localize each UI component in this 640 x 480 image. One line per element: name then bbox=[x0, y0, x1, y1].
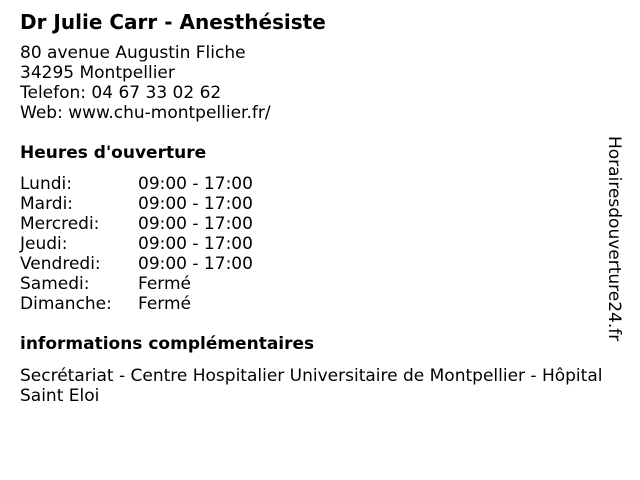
day-label: Jeudi: bbox=[20, 234, 68, 254]
day-hours: 09:00 - 17:00 bbox=[138, 174, 253, 194]
hours-row-saturday bbox=[20, 274, 612, 294]
day-label: Vendredi: bbox=[20, 254, 101, 274]
address-block bbox=[20, 43, 612, 123]
day-label: Dimanche: bbox=[20, 294, 112, 314]
info-heading: informations complémentaires bbox=[20, 334, 315, 354]
hours-table bbox=[20, 174, 612, 314]
listing-card bbox=[20, 8, 612, 406]
day-hours: 09:00 - 17:00 bbox=[138, 194, 253, 214]
street-address: 80 avenue Augustin Fliche bbox=[20, 43, 246, 63]
day-label: Mardi: bbox=[20, 194, 74, 214]
city-postcode: 34295 Montpellier bbox=[20, 63, 175, 83]
hours-row-thursday bbox=[20, 234, 612, 254]
day-hours: Fermé bbox=[138, 294, 192, 314]
day-hours: 09:00 - 17:00 bbox=[138, 214, 253, 234]
day-label: Mercredi: bbox=[20, 214, 100, 234]
day-hours: Fermé bbox=[138, 274, 192, 294]
site-watermark: Horairesdouverture24.fr bbox=[604, 136, 624, 342]
hours-row-friday bbox=[20, 254, 612, 274]
hours-row-wednesday bbox=[20, 214, 612, 234]
hours-row-tuesday bbox=[20, 194, 612, 214]
day-label: Samedi: bbox=[20, 274, 90, 294]
day-hours: 09:00 - 17:00 bbox=[138, 234, 253, 254]
phone-number: Telefon: 04 67 33 02 62 bbox=[20, 83, 222, 103]
hours-row-sunday bbox=[20, 294, 612, 314]
website-link[interactable]: Web: www.chu-montpellier.fr/ bbox=[20, 103, 271, 123]
info-text: Secrétariat - Centre Hospitalier Universitaire de Montpellier - Hôpital Saint Eloi bbox=[20, 366, 603, 406]
page-title: Dr Julie Carr - Anesthésiste bbox=[20, 10, 326, 34]
hours-heading: Heures d'ouverture bbox=[20, 143, 207, 163]
hours-row-monday bbox=[20, 174, 612, 194]
day-hours: 09:00 - 17:00 bbox=[138, 254, 253, 274]
day-label: Lundi: bbox=[20, 174, 72, 194]
